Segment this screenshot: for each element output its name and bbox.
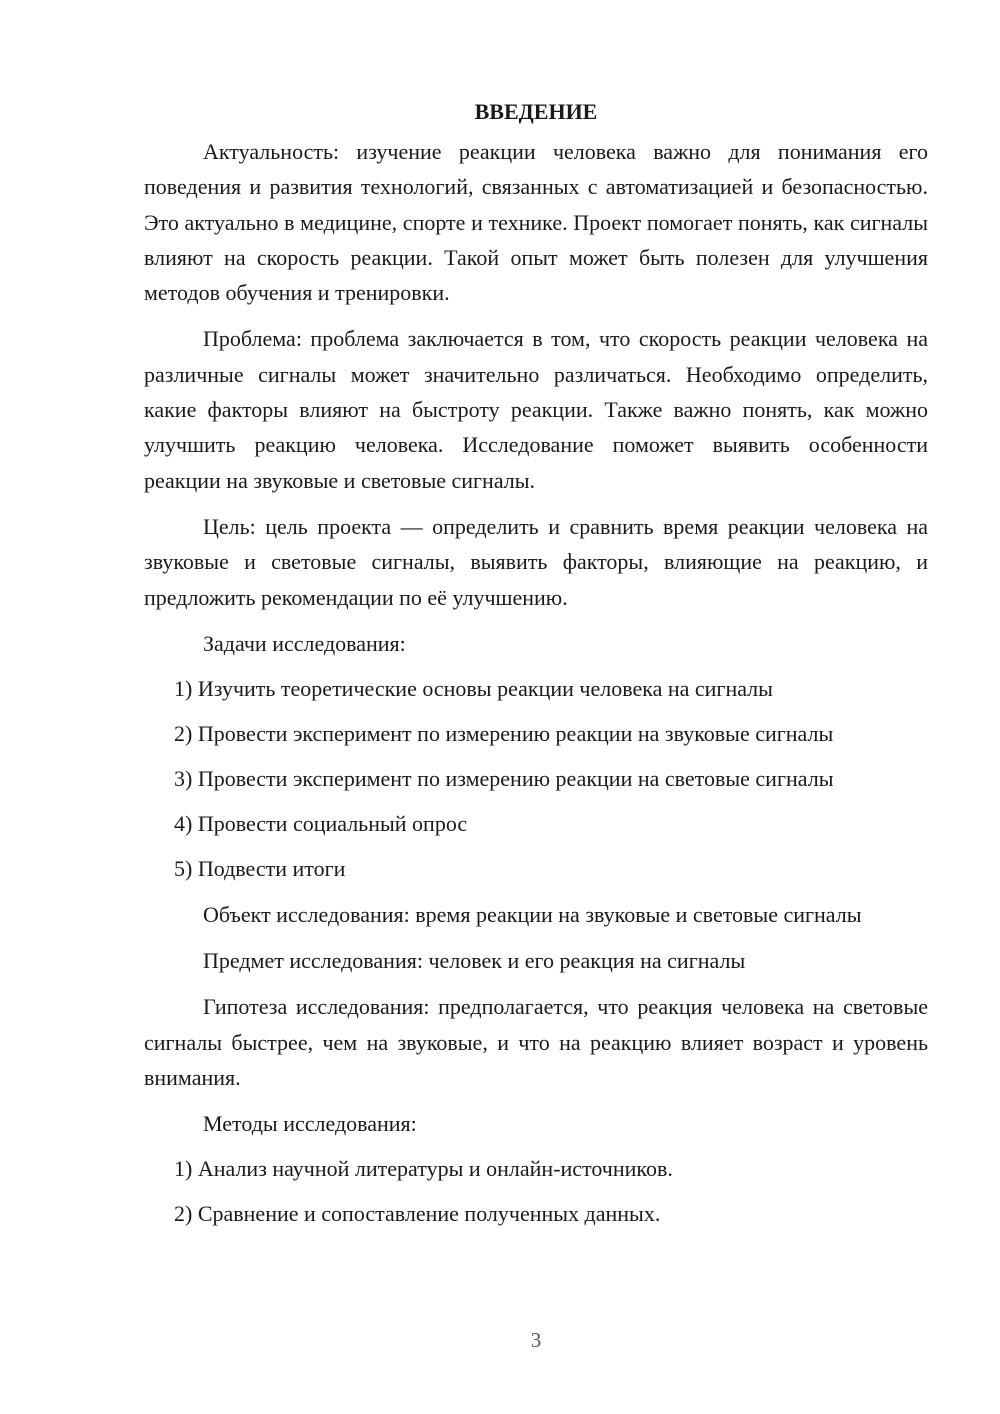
goal-paragraph: Цель: цель проекта — определить и сравнить время реакции человека на звуковые и световые сигналы, выявить факторы, влияющие на реакцию, и предложить рекомендации по её улучшению. (144, 513, 928, 610)
object-paragraph: Объект исследования: время реакции на звуковые и световые сигналы (203, 901, 862, 927)
actuality-paragraph: Актуальность: изучение реакции человека важно для понимания его поведения и развития технологий, связанных с автоматизацией и безопасностью. Это актуально в медицине, спорте и технике. Проект помогает понять, как сигналы влияют на скорость реакции. Такой опыт может быть полезен для улучшения методов обучения и тренировки. (144, 139, 928, 306)
subject-paragraph: Предмет исследования: человек и его реакция на сигналы (203, 948, 746, 974)
method-item: 1) Анализ научной литературы и онлайн-источников. (174, 1156, 673, 1182)
task-item: 4) Провести социальный опрос (174, 810, 468, 836)
page-number: 3 (530, 1328, 542, 1352)
page-content (144, 94, 928, 1231)
task-item: 1) Изучить теоретические основы реакции человека на сигналы (174, 675, 773, 701)
task-item: 3) Провести эксперимент по измерению реакции на световые сигналы (174, 765, 834, 791)
task-item: 5) Подвести итоги (174, 855, 346, 881)
method-item: 2) Сравнение и сопоставление полученных данных. (174, 1201, 661, 1227)
task-item: 2) Провести эксперимент по измерению реакции на звуковые сигналы (174, 720, 834, 746)
methods-title: Методы исследования: (203, 1111, 417, 1137)
section-heading: ВВЕДЕНИЕ (474, 99, 598, 124)
hypothesis-paragraph: Гипотеза исследования: предполагается, что реакция человека на световые сигналы быстрее, чем на звуковые, и что на реакцию влияет возраст и уровень внимания. (144, 994, 928, 1091)
tasks-title: Задачи исследования: (203, 630, 406, 656)
problem-paragraph: Проблема: проблема заключается в том, что скорость реакции человека на различные сигналы может значительно различаться. Необходимо определить, какие факторы влияют на быстроту реакции. Также важно понять, как можно улучшить реакцию человека. Исследование поможет выявить особенности реакции на звуковые и световые сигналы. (144, 326, 928, 493)
